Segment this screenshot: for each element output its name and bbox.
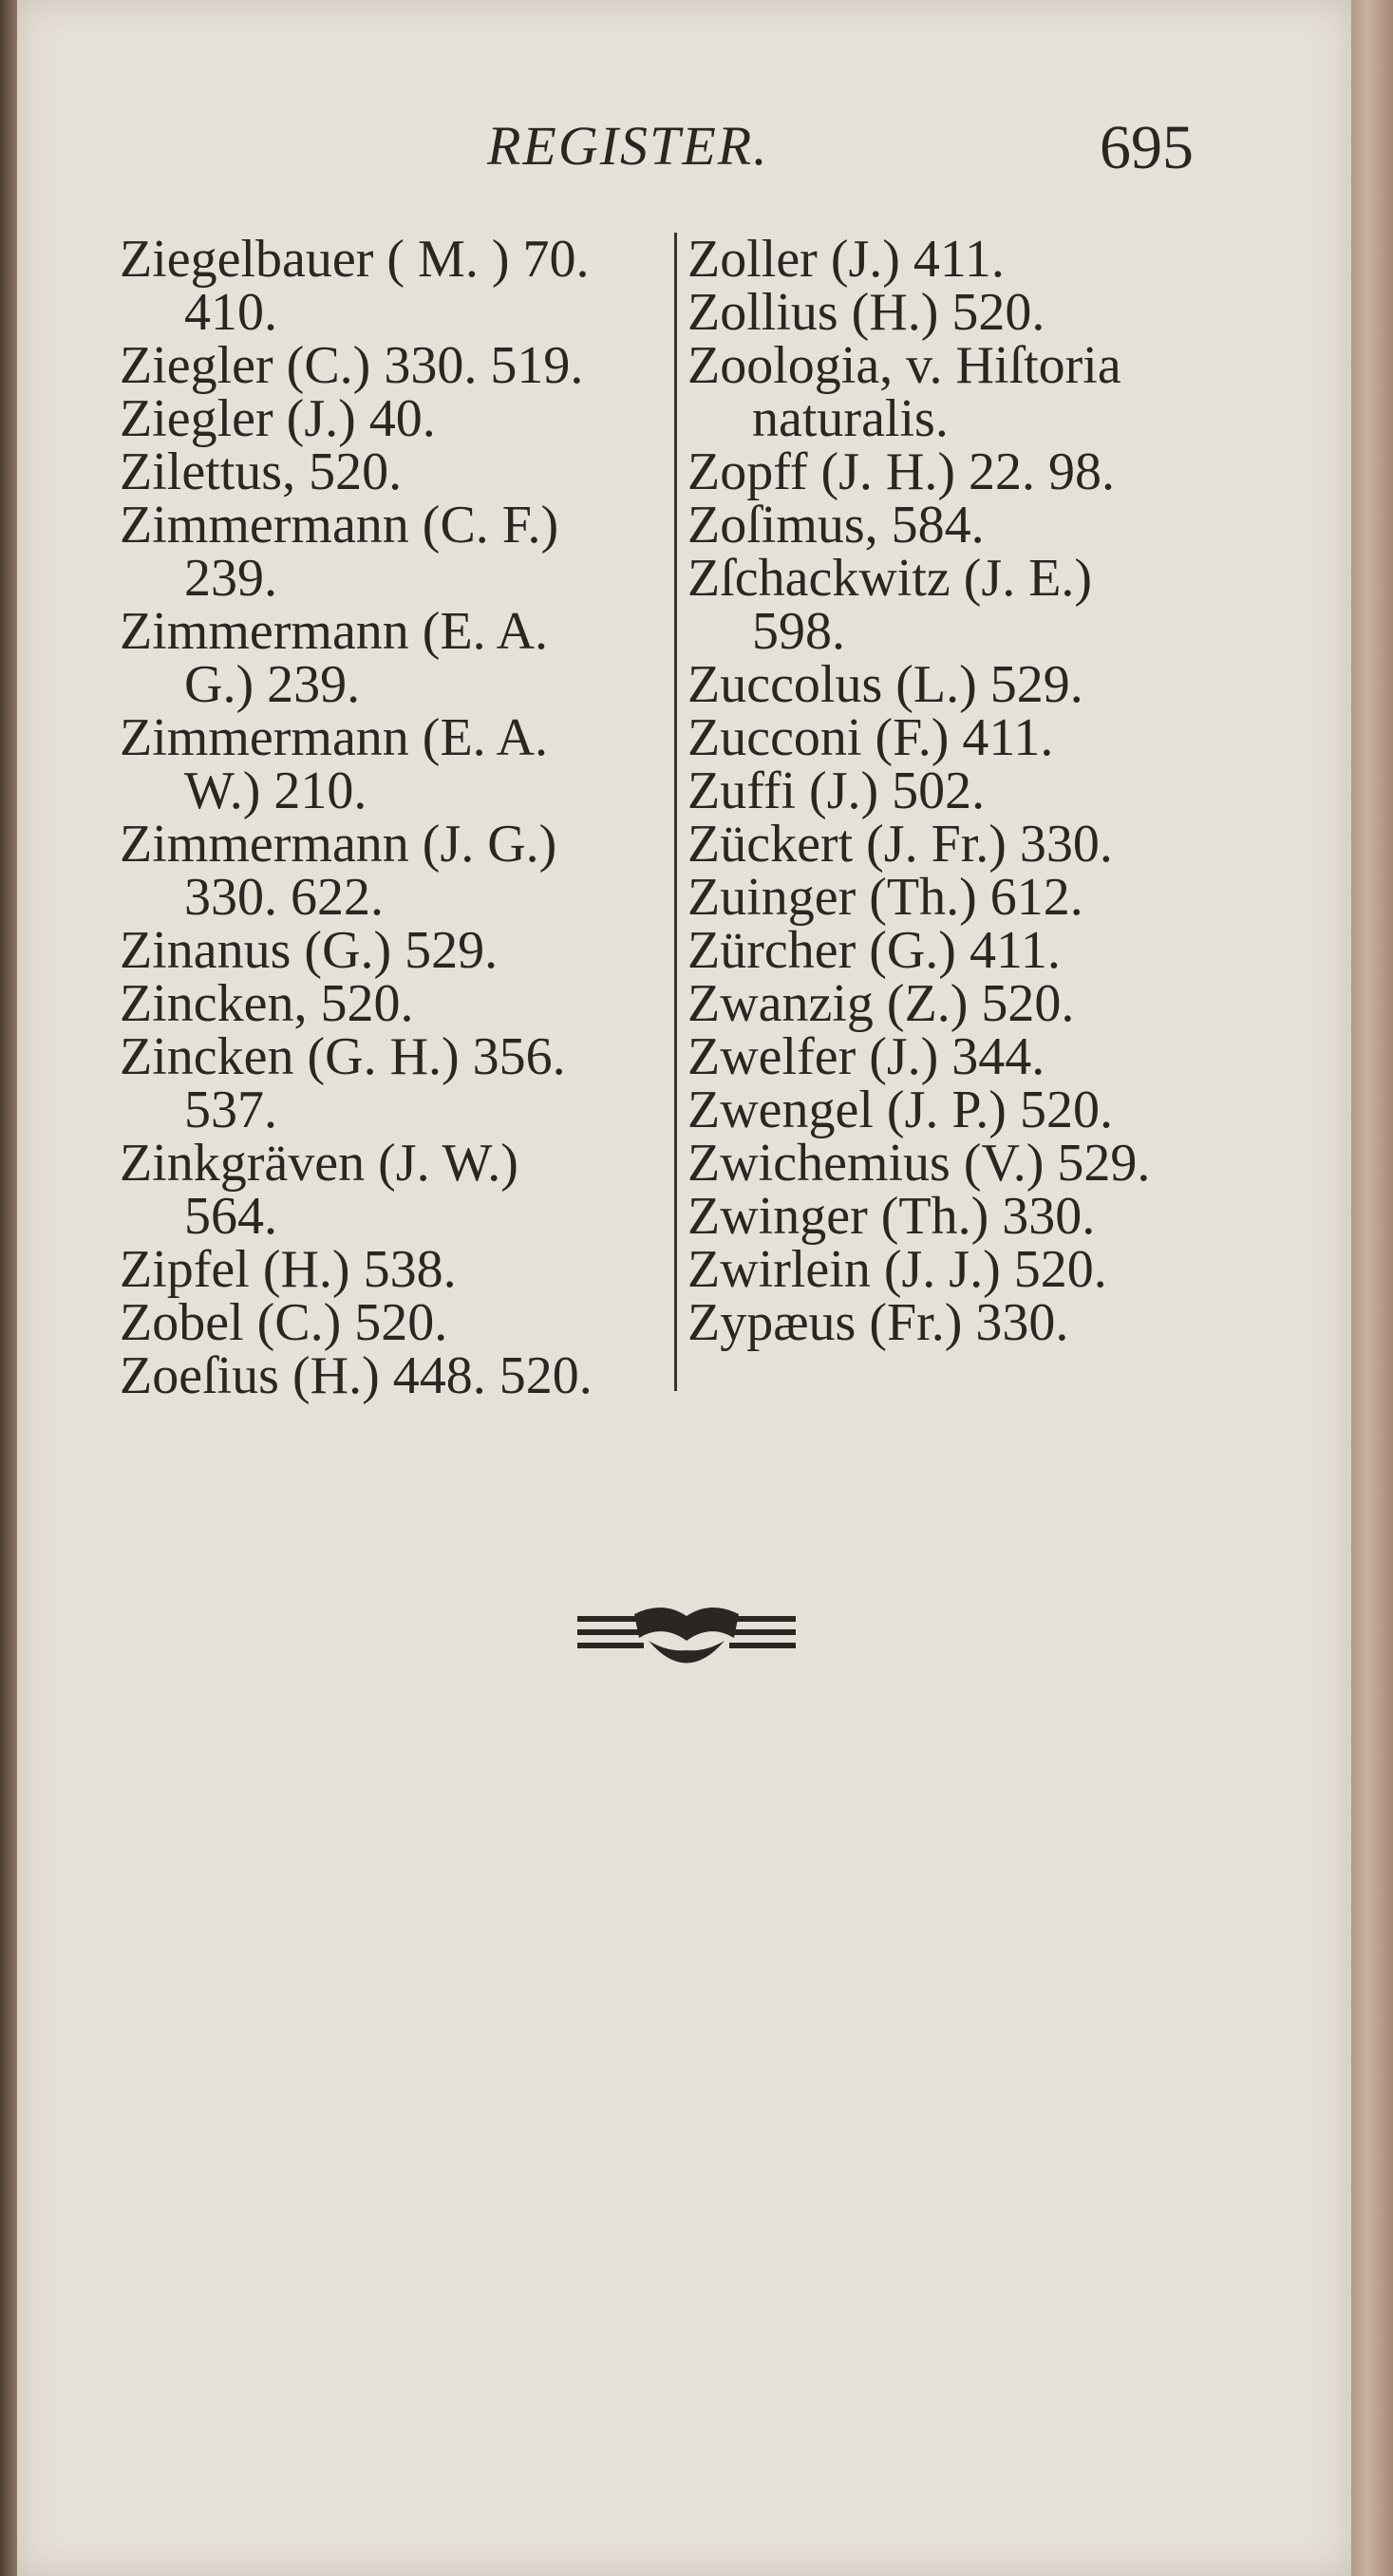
book-gutter: [0, 0, 17, 2576]
index-entry: Zoller (J.) 411.: [687, 230, 1005, 289]
index-entry: Zimmermann (J. G.): [120, 815, 557, 874]
index-entry: Zoeſius (H.) 448. 520.: [120, 1346, 593, 1405]
index-entry-continuation: 537.: [184, 1081, 277, 1139]
index-entry: Zſchackwitz (J. E.): [687, 549, 1093, 608]
index-entry-continuation: W.) 210.: [184, 762, 367, 820]
column-divider: [674, 233, 677, 1391]
index-entry: Zincken, 520.: [120, 974, 414, 1033]
index-entry-continuation: 564.: [184, 1187, 277, 1246]
index-entry: Ziegler (J.) 40.: [120, 389, 436, 448]
index-entry: Zimmermann (E. A.: [120, 708, 549, 767]
index-entry: Zimmermann (C. F.): [120, 496, 559, 555]
index-entry: Zuinger (Th.) 612.: [687, 868, 1083, 927]
index-entry: Zoologia, v. Hiſtoria: [687, 336, 1121, 395]
index-entry: Zwinger (Th.) 330.: [687, 1187, 1096, 1246]
page-number: 695: [1100, 113, 1194, 182]
index-entry: Zückert (J. Fr.) 330.: [687, 815, 1113, 874]
index-entry: Zwirlein (J. J.) 520.: [687, 1240, 1107, 1299]
index-entry: Zilettus, 520.: [120, 442, 403, 501]
index-entry: Zwelfer (J.) 344.: [687, 1027, 1045, 1086]
index-entry: Ziegler (C.) 330. 519.: [120, 336, 584, 395]
index-entry: Zuffi (J.) 502.: [687, 762, 986, 820]
index-entry: Zopff (J. H.) 22. 98.: [687, 442, 1116, 501]
index-entry: Zwichemius (V.) 529.: [687, 1134, 1151, 1193]
index-entry: Zinkgräven (J. W.): [120, 1134, 518, 1193]
index-column-right: [687, 230, 1229, 1352]
index-entry-continuation: 598.: [752, 602, 845, 661]
index-entry-continuation: G.) 239.: [184, 655, 361, 714]
index-entry-continuation: 330. 622.: [184, 868, 384, 927]
index-entry: Zinanus (G.) 529.: [120, 921, 499, 980]
index-entry: Zwengel (J. P.) 520.: [687, 1081, 1113, 1139]
index-entry: Zincken (G. H.) 356.: [120, 1027, 566, 1086]
index-entry: Zobel (C.) 520.: [120, 1293, 448, 1352]
printers-ornament-icon: [577, 1595, 796, 1681]
page-edge: [1351, 0, 1393, 2576]
index-entry: Zuccolus (L.) 529.: [687, 655, 1083, 714]
book-page: [17, 0, 1351, 2576]
index-entry: Ziegelbauer ( M. ) 70.: [120, 230, 590, 289]
index-entry-continuation: 410.: [184, 283, 277, 342]
index-entry: Zimmermann (E. A.: [120, 602, 549, 661]
index-entry: Zipfel (H.) 538.: [120, 1240, 457, 1299]
index-entry: Zoſimus, 584.: [687, 496, 985, 555]
index-entry: Zürcher (G.) 411.: [687, 921, 1061, 980]
index-entry-continuation: 239.: [184, 549, 277, 608]
index-entry: Zollius (H.) 520.: [687, 283, 1045, 342]
index-entry-continuation: naturalis.: [752, 389, 949, 448]
index-entry: Zypæus (Fr.) 330.: [687, 1293, 1069, 1352]
index-entry: Zucconi (F.) 411.: [687, 708, 1054, 767]
index-entry: Zwanzig (Z.) 520.: [687, 974, 1075, 1033]
running-header: REGISTER.: [487, 115, 769, 177]
index-column-left: [120, 230, 666, 1405]
